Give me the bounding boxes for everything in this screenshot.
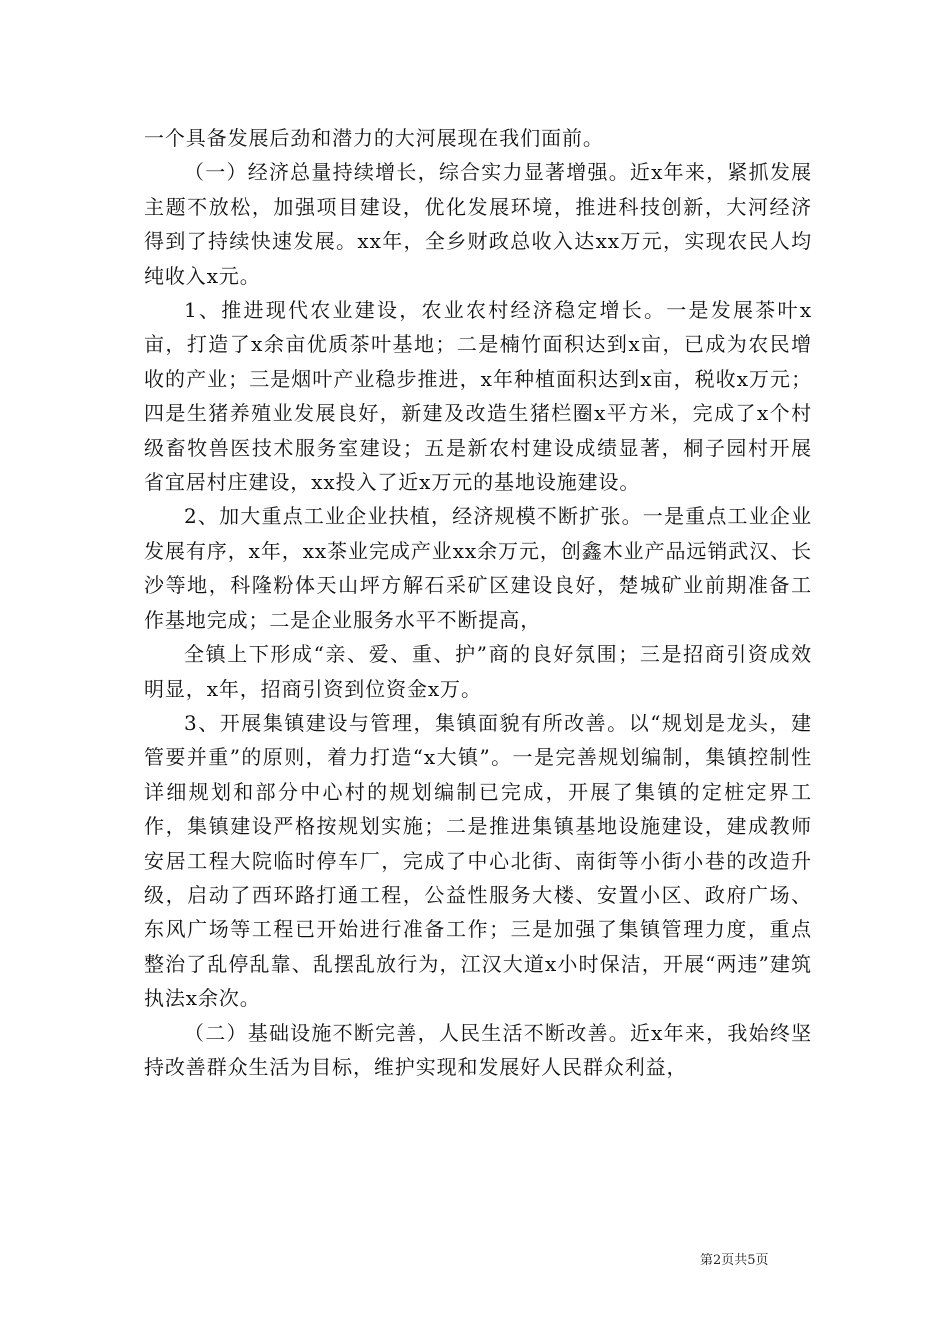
paragraph-industry: 2、加大重点工业企业扶植，经济规模不断扩张。一是重点工业企业发展有序，x年，xx茶业完成产业xx余万元，创鑫木业产品远销武汉、长沙等地，科隆粉体天山坪方解石采矿区建设良好，楚城矿业前期准备工作基地完成；二是企业服务水平不断提高， bbox=[144, 504, 812, 632]
paragraph-investment: 全镇上下形成“亲、爱、重、护”商的良好氛围；三是招商引资成效明显，x年，招商引资到位资金x万。 bbox=[144, 642, 812, 701]
document-body bbox=[144, 121, 812, 1084]
paragraph-town-construction: 3、开展集镇建设与管理，集镇面貌有所改善。以“规划是龙头，建管要并重”的原则，着力打造“x大镇”。一是完善规划编制，集镇控制性详细规划和部分中心村的规划编制已完成，开展了集镇的定桩定界工作，集镇建设严格按规划实施；二是推进集镇基地设施建设，建成教师安居工程大院临时停车厂，完成了中心北街、南街等小街小巷的改造升级，启动了西环路打通工程，公益性服务大楼、安置小区、政府广场、东风广场等工程已开始进行准备工作；三是加强了集镇管理力度，重点整治了乱停乱靠、乱摆乱放行为，江汉大道x小时保洁，开展“两违”建筑执法x余次。 bbox=[144, 710, 812, 1011]
paragraph-infrastructure: （二）基础设施不断完善，人民生活不断改善。近x年来，我始终坚持改善群众生活为目标，维护实现和发展好人民群众利益， bbox=[144, 1020, 812, 1079]
page-number: 第2页共5页 bbox=[700, 1253, 769, 1268]
paragraph-economy-overview: （一）经济总量持续增长，综合实力显著增强。近x年来，紧抓发展主题不放松，加强项目建设，优化发展环境，推进科技创新，大河经济得到了持续快速发展。xx年，全乡财政总收入达xx万元，实现农民人均纯收入x元。 bbox=[144, 160, 812, 288]
paragraph-agriculture: 1、推进现代农业建设，农业农村经济稳定增长。一是发展茶叶x亩，打造了x余亩优质茶叶基地；二是楠竹面积达到x亩，已成为农民增收的产业；三是烟叶产业稳步推进，x年种植面积达到x亩，税收x万元；四是生猪养殖业发展良好，新建及改造生猪栏圈x平方米，完成了x个村级畜牧兽医技术服务室建设；五是新农村建设成绩显著，桐子园村开展省宜居村庄建设，xx投入了近x万元的基地设施建设。 bbox=[144, 298, 812, 495]
paragraph-intro-continuation: 一个具备发展后劲和潜力的大河展现在我们面前。 bbox=[144, 126, 604, 150]
